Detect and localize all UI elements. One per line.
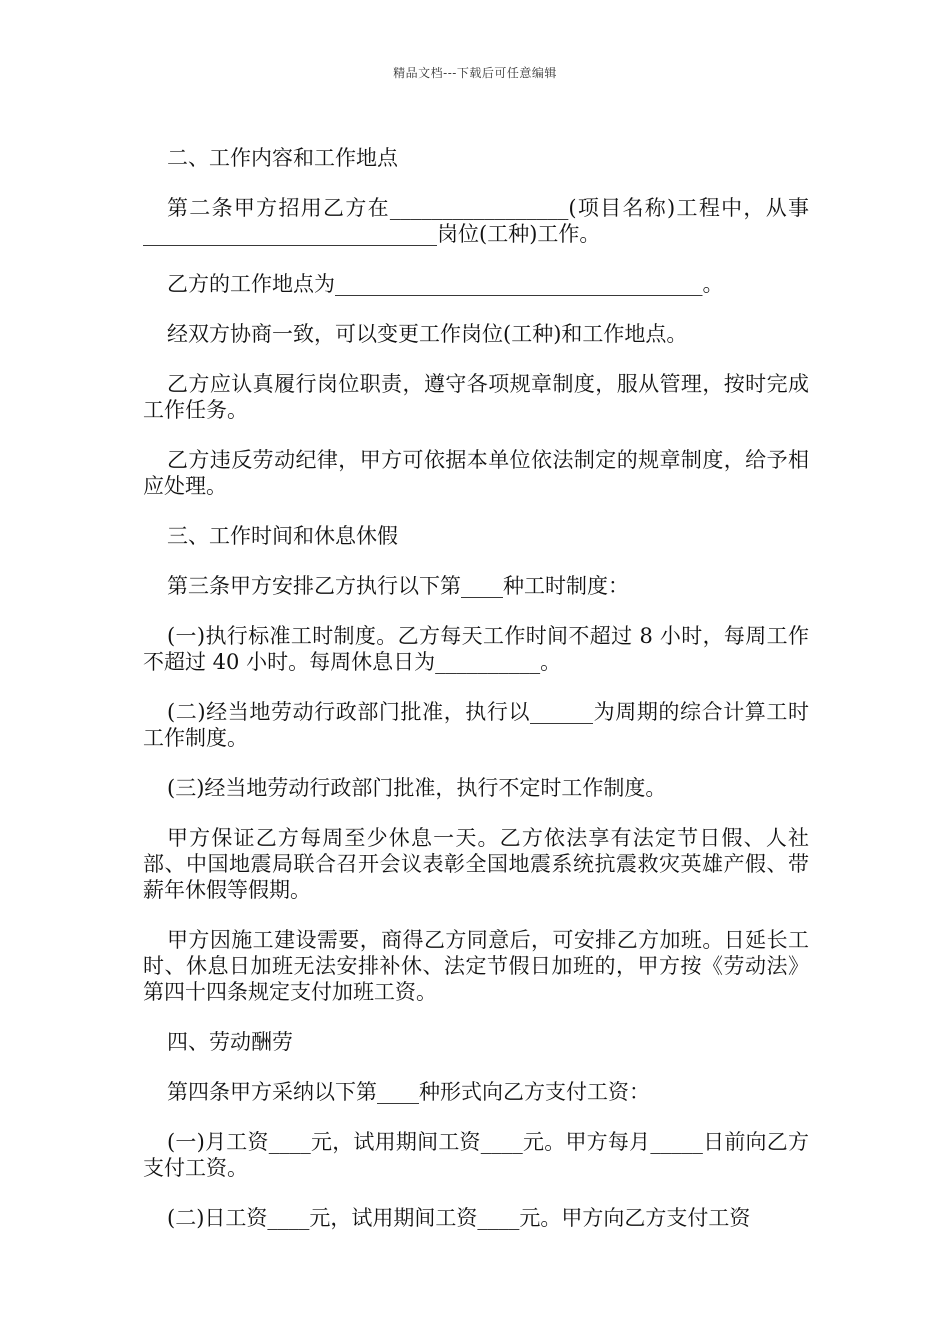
section-heading-2: 二、工作内容和工作地点 [167,146,398,170]
duty-clause: 乙方应认真履行岗位职责，遵守各项规章制度，服从管理，按时完成工作任务。 [143,372,809,422]
change-agreement: 经双方协商一致，可以变更工作岗位(工种)和工作地点。 [167,322,688,346]
work-location: 乙方的工作地点为___________________________________。 [167,272,724,296]
section-heading-4: 四、劳动酬劳 [167,1030,293,1054]
comprehensive-hours: (二)经当地劳动行政部门批准，执行以______为周期的综合计算工时工作制度。 [143,700,809,750]
document-body [143,145,809,1255]
discipline-clause: 乙方违反劳动纪律，甲方可依据本单位依法制定的规章制度，给予相应处理。 [143,448,809,498]
rest-clause: 甲方保证乙方每周至少休息一天。乙方依法享有法定节日假、人社部、中国地震局联合召开会议表彰全国地震系统抗震救灾英雄产假、带薪年休假等假期。 [143,826,809,902]
article-3: 第三条甲方安排乙方执行以下第____种工时制度： [167,574,629,598]
monthly-wage: (一)月工资____元，试用期间工资____元。甲方每月_____日前向乙方支付工资。 [143,1130,809,1180]
page-header: 精品文档---下载后可任意编辑 [393,66,557,80]
overtime-clause: 甲方因施工建设需要，商得乙方同意后，可安排乙方加班。日延长工时、休息日加班无法安排补休、法定节假日加班的，甲方按《劳动法》第四十四条规定支付加班工资。 [143,928,809,1004]
flexible-hours: (三)经当地劳动行政部门批准，执行不定时工作制度。 [167,776,667,800]
standard-hours: (一)执行标准工时制度。乙方每天工作时间不超过 8 小时，每周工作不超过 40 小时。每周休息日为__________。 [143,624,809,674]
article-2: 第二条甲方招用乙方在_________________(项目名称)工程中，从事____________________________岗位(工种)工作。 [143,196,809,246]
daily-wage: (二)日工资____元，试用期间工资____元。甲方向乙方支付工资 [167,1206,751,1230]
section-heading-3: 三、工作时间和休息休假 [167,524,398,548]
article-4: 第四条甲方采纳以下第____种形式向乙方支付工资： [167,1080,650,1104]
